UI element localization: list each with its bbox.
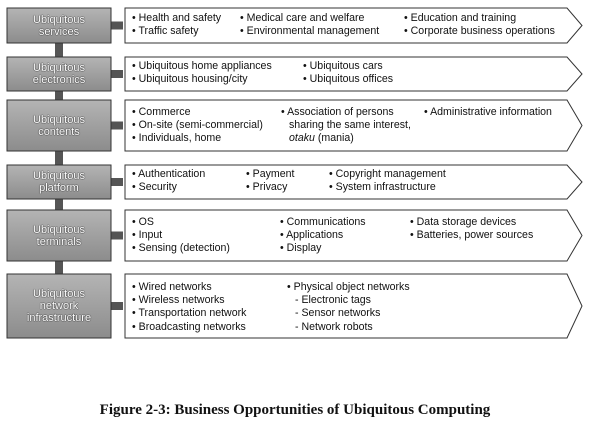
layer-item: • Privacy <box>246 181 294 194</box>
label-link-arrow <box>111 302 123 310</box>
label-link-arrow <box>111 178 123 186</box>
layer-item: • Display <box>280 242 366 255</box>
layer-item: • Transportation network <box>132 307 246 320</box>
layer-item: • Traffic safety <box>132 25 221 38</box>
layer-item: • Individuals, home <box>132 132 263 145</box>
label-link-arrow <box>111 70 123 78</box>
layer-item: • Commerce <box>132 106 263 119</box>
layer-item-column <box>246 168 294 194</box>
layer-label: Ubiquitous terminals <box>33 223 85 248</box>
layer-item: • Ubiquitous home appliances <box>132 60 272 73</box>
layer-connector <box>55 43 63 57</box>
label-link-arrow <box>111 232 123 240</box>
layer-sub-item: - Sensor networks <box>287 307 410 320</box>
layer-sub-item: - Network robots <box>287 321 410 334</box>
layer-item: • Batteries, power sources <box>410 229 533 242</box>
label-link-arrow <box>111 122 123 130</box>
layer-item-continuation <box>281 132 411 145</box>
layer-item-column <box>132 60 272 86</box>
layer-item: • Payment <box>246 168 294 181</box>
layer-item: • Data storage devices <box>410 216 533 229</box>
layer-item: • Security <box>132 181 205 194</box>
layer-item-column <box>303 60 393 86</box>
layer-item-column <box>240 12 379 38</box>
layer-item: • Copyright management <box>329 168 446 181</box>
layer-item: • Applications <box>280 229 366 242</box>
layer-item-column <box>280 216 366 256</box>
layer-item-column <box>132 281 246 334</box>
layer-connector <box>55 91 63 100</box>
layer-item: • Administrative information <box>424 106 552 119</box>
layer-item: • Corporate business operations <box>404 25 555 38</box>
layer-connector <box>55 199 63 210</box>
layer-item-column <box>410 216 533 242</box>
layer-label: Ubiquitous platform <box>33 170 85 194</box>
otaku-term-gloss: (mania) <box>314 132 354 145</box>
layer-item: • Medical care and welfare <box>240 12 379 25</box>
layer-item: • Ubiquitous offices <box>303 73 393 86</box>
layer-item-column <box>329 168 446 194</box>
layer-item: • Communications <box>280 216 366 229</box>
layer-item: • Authentication <box>132 168 205 181</box>
layer-item: • Broadcasting networks <box>132 321 246 334</box>
layer-item-column <box>132 12 221 38</box>
figure-caption: Figure 2-3: Business Opportunities of Ubiquitous Computing <box>99 402 491 418</box>
layer-item: • Wireless networks <box>132 294 246 307</box>
layer-item: • Input <box>132 229 230 242</box>
layer-connector <box>55 261 63 274</box>
layer-item: • Wired networks <box>132 281 246 294</box>
layer-item-column <box>132 106 263 146</box>
layer-item: • OS <box>132 216 230 229</box>
layer-item: • Ubiquitous cars <box>303 60 393 73</box>
layer-item: • Health and safety <box>132 12 221 25</box>
layer-item-column <box>132 216 230 256</box>
layer-item: • Ubiquitous housing/city <box>132 73 272 86</box>
layer-label: Ubiquitous electronics <box>32 62 86 86</box>
layer-item: • Environmental management <box>240 25 379 38</box>
layer-item: • On-site (semi-commercial) <box>132 119 263 132</box>
layer-label: Ubiquitous network infrastructure <box>26 288 92 324</box>
layer-connector <box>55 151 63 165</box>
layer-label: Ubiquitous contents <box>33 113 85 138</box>
layer-item: • Physical object networks <box>287 281 410 294</box>
layer-label: Ubiquitous services <box>33 13 85 38</box>
layer-item: • Sensing (detection) <box>132 242 230 255</box>
layer-item-column <box>404 12 555 38</box>
otaku-term: otaku <box>289 132 315 145</box>
layer-item-continuation: sharing the same interest, <box>289 119 411 132</box>
layer-item-column <box>281 106 411 146</box>
layer-item-column <box>424 106 552 119</box>
layer-sub-item: - Electronic tags <box>287 294 410 307</box>
layer-item-column <box>132 168 205 194</box>
layer-item: • System infrastructure <box>329 181 446 194</box>
layer-item-column <box>287 281 410 334</box>
layer-item: • Association of persons <box>281 106 411 119</box>
layer-item: • Education and training <box>404 12 555 25</box>
label-link-arrow <box>111 22 123 30</box>
